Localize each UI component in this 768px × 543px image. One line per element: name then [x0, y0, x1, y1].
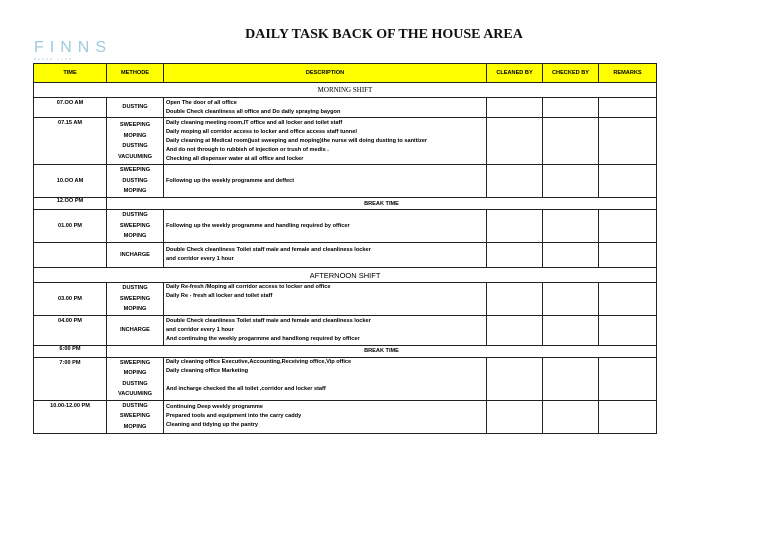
method-item: MOPING — [123, 233, 147, 240]
row-method — [107, 315, 164, 345]
row-method — [107, 400, 164, 433]
row-time: 03.00 PM — [34, 283, 107, 316]
remarks-cell — [599, 98, 657, 118]
remarks-cell — [599, 165, 657, 198]
method-item: VACUUMING — [117, 391, 153, 397]
row-time: 7:00 PM — [34, 357, 107, 400]
break-row — [34, 198, 657, 210]
method-item: MOPING — [123, 132, 147, 139]
method-item: DUSTING — [122, 402, 148, 409]
method-item: DUSTING — [122, 177, 148, 184]
row-time: 07.15 AM — [34, 118, 107, 165]
row-description — [164, 210, 487, 243]
table-row — [34, 98, 657, 118]
checked-by-cell — [543, 357, 599, 400]
desc-line: And incharge checked the all toilet ,corridor and locker staff — [166, 385, 326, 392]
desc-line: Daily cleaning at Medical room(just sweeping and moping)the nurse will doing dusting to sanitizer — [166, 137, 428, 144]
header-cleaned-by: CLEANED BY — [487, 64, 543, 83]
checked-by-cell — [543, 210, 599, 243]
method-item: MOPING — [123, 306, 147, 312]
desc-line: And do not through to rubbish of injection or trush of medis . — [166, 146, 329, 153]
table-row — [34, 315, 657, 345]
remarks-cell — [599, 283, 657, 316]
row-description — [164, 283, 487, 316]
header-time: TIME — [34, 64, 107, 83]
cleaned-by-cell — [487, 243, 543, 268]
break-label: BREAK TIME — [107, 345, 657, 357]
method-item: MOPING — [123, 423, 147, 430]
logo-word: FINNS — [34, 39, 112, 56]
table-row — [34, 283, 657, 316]
row-time: 10.00-12.00 PM — [34, 400, 107, 433]
checked-by-cell — [543, 400, 599, 433]
checked-by-cell — [543, 165, 599, 198]
task-table — [33, 63, 657, 434]
desc-line: Double Check cleanliness all office and Do daily spraying baygon — [166, 108, 341, 115]
cleaned-by-cell — [487, 118, 543, 165]
page-title: DAILY TASK BACK OF THE HOUSE AREA — [245, 27, 523, 42]
row-method — [107, 357, 164, 400]
cleaned-by-cell — [487, 210, 543, 243]
desc-line: Daily cleaning office Marketing — [166, 367, 249, 374]
row-time: 04.00 PM — [34, 315, 107, 345]
row-method — [107, 118, 164, 165]
desc-line: Daily cleaning office Executive,Accounting,Receiving office,Vip office — [166, 358, 352, 365]
row-method — [107, 283, 164, 316]
desc-line: Double Check cleanliness Toilet staff male and female and cleanliness locker — [166, 317, 371, 324]
method-item: VACUUMING — [117, 153, 153, 160]
finns-logo — [34, 40, 142, 64]
table-row — [34, 243, 657, 268]
cleaned-by-cell — [487, 165, 543, 198]
remarks-cell — [599, 400, 657, 433]
desc-line: Open The door of all office — [166, 99, 237, 106]
method-item: SWEEPING — [119, 295, 151, 302]
remarks-cell — [599, 357, 657, 400]
cleaned-by-cell — [487, 98, 543, 118]
desc-line: Prepared tools and equipment into the carry caddy — [166, 413, 302, 419]
break-time: 12.OO PM — [34, 198, 107, 210]
desc-line — [166, 376, 484, 385]
method-item: SWEEPING — [119, 222, 151, 229]
table-row — [34, 118, 657, 165]
method-item: MOPING — [123, 188, 147, 195]
afternoon-shift-label: AFTERNOON SHIFT — [34, 268, 657, 283]
desc-line: Daily Re - fresh all locker and toilet staff — [166, 293, 273, 299]
row-time: 07.OO AM — [34, 98, 107, 118]
break-time: 6:00 PM — [34, 345, 107, 357]
row-time — [34, 243, 107, 268]
header-row — [34, 64, 657, 83]
method-item: SWEEPING — [119, 413, 151, 420]
row-method — [107, 98, 164, 118]
desc-line: Daily moping all corridor access to locker and office access staff tunnel — [166, 128, 357, 135]
table-row — [34, 210, 657, 243]
remarks-cell — [599, 210, 657, 243]
row-description — [164, 165, 487, 198]
desc-line: and corridor every 1 hour — [166, 326, 234, 333]
row-description — [164, 98, 487, 118]
row-description — [164, 243, 487, 268]
desc-line: Following up the weekly programme and handling required by officer — [166, 222, 350, 229]
shift-row-morning — [34, 83, 657, 98]
row-description — [164, 118, 487, 165]
header-remarks: REMARKS — [599, 64, 657, 83]
desc-line: Cleaning and tidying up the pantry — [166, 422, 258, 428]
remarks-cell — [599, 315, 657, 345]
row-time: 10.OO AM — [34, 165, 107, 198]
desc-line: Daily cleaning meeting room,IT office and all locker and toilet staff — [166, 119, 343, 126]
cleaned-by-cell — [487, 283, 543, 316]
morning-shift-label: MORNING SHIFT — [34, 83, 657, 98]
method-item: SWEEPING — [119, 122, 151, 128]
table-row — [34, 400, 657, 433]
checked-by-cell — [543, 118, 599, 165]
method-item: MOPING — [123, 370, 147, 376]
method-item: INCHARGE — [120, 326, 150, 333]
row-description — [164, 357, 487, 400]
method-item: SWEEPING — [119, 167, 151, 174]
table-row — [34, 357, 657, 400]
logo-subtitle: BEACH CLUB — [34, 57, 74, 61]
break-row — [34, 345, 657, 357]
desc-line: Daily Re-fresh /Moping all corridor access to locker and office — [166, 284, 331, 290]
row-method — [107, 165, 164, 198]
method-item: DUSTING — [122, 104, 148, 111]
desc-line: And continuing the weekly progarmme and handliong required by officer — [166, 335, 360, 342]
checked-by-cell — [543, 283, 599, 316]
desc-line: Double Check cleanliness Toilet staff male and female and cleanliness locker — [166, 247, 371, 253]
row-time: 01.00 PM — [34, 210, 107, 243]
remarks-cell — [599, 243, 657, 268]
break-label: BREAK TIME — [107, 198, 657, 210]
header-description: DESCRIPTION — [164, 64, 487, 83]
desc-line: and corridor every 1 hour — [166, 256, 234, 262]
cleaned-by-cell — [487, 357, 543, 400]
table-row — [34, 165, 657, 198]
method-item: DUSTING — [122, 285, 148, 291]
method-item: SWEEPING — [119, 359, 151, 366]
method-item: DUSTING — [122, 143, 148, 149]
desc-line: Continuing Deep weekly programme — [166, 404, 263, 410]
checked-by-cell — [543, 315, 599, 345]
header-checked-by: CHECKED BY — [543, 64, 599, 83]
method-item: DUSTING — [122, 380, 148, 387]
checked-by-cell — [543, 98, 599, 118]
method-item: INCHARGE — [120, 251, 150, 258]
remarks-cell — [599, 118, 657, 165]
header-method: METHODE — [107, 64, 164, 83]
cleaned-by-cell — [487, 315, 543, 345]
checked-by-cell — [543, 243, 599, 268]
desc-line: Checking all dispenser water at all office and locker — [166, 155, 304, 162]
row-method — [107, 210, 164, 243]
row-description — [164, 315, 487, 345]
row-method — [107, 243, 164, 268]
cleaned-by-cell — [487, 400, 543, 433]
desc-line: Following up the weekly programme and deffect — [166, 177, 295, 184]
shift-row-afternoon — [34, 268, 657, 283]
method-item: DUSTING — [122, 212, 148, 219]
row-description — [164, 400, 487, 433]
